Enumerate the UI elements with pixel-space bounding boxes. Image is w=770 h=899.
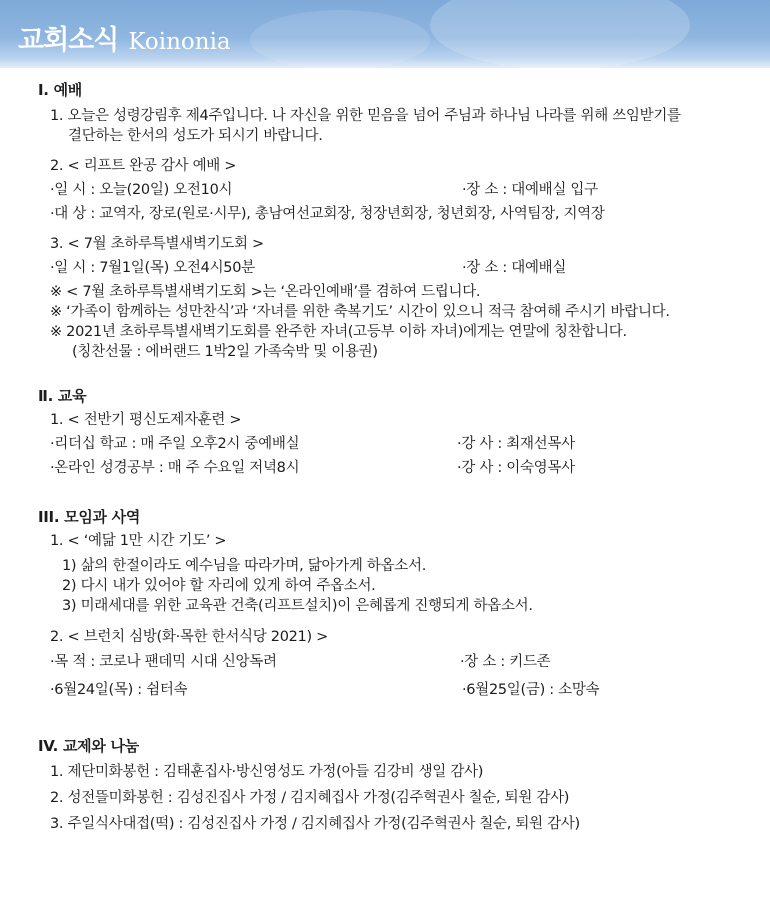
section-heading-fellowship: IV. 교제와 나눔 xyxy=(38,737,139,755)
section-heading-worship: Ⅰ. 예배 xyxy=(38,81,82,99)
fellowship-item-1: 1. 제단미화봉헌 : 김태훈집사·방신영성도 가정(아들 김강비 생일 감사) xyxy=(50,764,484,780)
worship-item-2-time: ·일 시 : 오늘(20일) 오전10시 xyxy=(50,182,233,198)
section-heading-education: Ⅱ. 교육 xyxy=(38,387,87,405)
gathering-item-2-title: 2. < 브런치 심방(화·목한 한서식당 2021) > xyxy=(50,629,328,645)
worship-item-3-place: ·장 소 : 대예배실 xyxy=(462,260,567,276)
worship-item-1-line-2: 결단하는 한서의 성도가 되시기 바랍니다. xyxy=(68,128,323,144)
education-row-1-right: ·강 사 : 최재선목사 xyxy=(457,436,575,452)
worship-item-3-title: 3. < 7월 초하루특별새벽기도회 > xyxy=(50,236,264,252)
worship-note-1: ※ < 7월 초하루특별새벽기도회 >는 ‘온라인예배’를 겸하여 드립니다. xyxy=(50,284,481,300)
gathering-prayer-2: 2) 다시 내가 있어야 할 자리에 있게 하여 주옵소서. xyxy=(62,578,376,594)
gathering-item-1-title: 1. < ‘예닮 1만 시간 기도’ > xyxy=(50,533,227,549)
fellowship-item-3: 3. 주일식사대접(떡) : 김성진집사 가정 / 김지혜집사 가정(김주혁권사 칠순, 퇴원 감사) xyxy=(50,816,580,832)
worship-item-3-time: ·일 시 : 7월1일(목) 오전4시50분 xyxy=(50,260,255,276)
gathering-place: ·장 소 : 키드존 xyxy=(460,654,551,670)
worship-item-1-line-1: 1. 오늘은 성령강림후 제4주입니다. 나 자신을 위한 믿음을 넘어 주님과 하나님 나라를 위해 쓰임받기를 xyxy=(50,108,681,124)
worship-note-3-sub: (칭찬선물 : 에버랜드 1박2일 가족숙박 및 이용권) xyxy=(72,344,378,360)
education-item-1-title: 1. < 전반기 평신도제자훈련 > xyxy=(50,412,242,428)
title-korean: 교회소식 xyxy=(18,25,119,56)
gathering-prayer-3: 3) 미래세대를 위한 교육관 건축(리프트설치)이 은혜롭게 진행되게 하옵소서. xyxy=(62,598,533,614)
education-row-2-left: ·온라인 성경공부 : 매 주 수요일 저녁8시 xyxy=(50,460,300,476)
worship-note-2: ※ ‘가족이 함께하는 성만찬식’과 ‘자녀를 위한 축복기도’ 시간이 있으니 적극 참여해 주시기 바랍니다. xyxy=(50,304,670,320)
worship-note-3: ※ 2021년 초하루특별새벽기도회를 완주한 자녀(고등부 이하 자녀)에게는 연말에 칭찬합니다. xyxy=(50,324,627,340)
gathering-purpose: ·목 적 : 코로나 팬데믹 시대 신앙독려 xyxy=(50,654,277,670)
education-row-2-right: ·강 사 : 이숙영목사 xyxy=(457,460,575,476)
education-row-1-left: ·리더십 학교 : 매 주일 오후2시 중예배실 xyxy=(50,436,300,452)
worship-item-2-target: ·대 상 : 교역자, 장로(원로·시무), 총남여선교회장, 청장년회장, 청년회장, 사역팀장, 지역장 xyxy=(50,206,605,222)
gathering-date-1: ·6월24일(목) : 쉼터속 xyxy=(50,682,188,698)
gathering-date-2: ·6월25일(금) : 소망속 xyxy=(462,682,600,698)
gathering-prayer-1: 1) 삶의 한절이라도 예수님을 따라가며, 닮아가게 하옵소서. xyxy=(62,558,427,574)
fellowship-item-2: 2. 성전뜰미화봉헌 : 김성진집사 가정 / 김지혜집사 가정(김주혁권사 칠순, 퇴원 감사) xyxy=(50,790,570,806)
worship-item-2-title: 2. < 리프트 완공 감사 예배 > xyxy=(50,158,237,174)
worship-item-2-place: ·장 소 : 대예배실 입구 xyxy=(462,182,598,198)
title-english: Koinonia xyxy=(128,29,231,55)
section-heading-gathering: III. 모임과 사역 xyxy=(38,508,141,526)
